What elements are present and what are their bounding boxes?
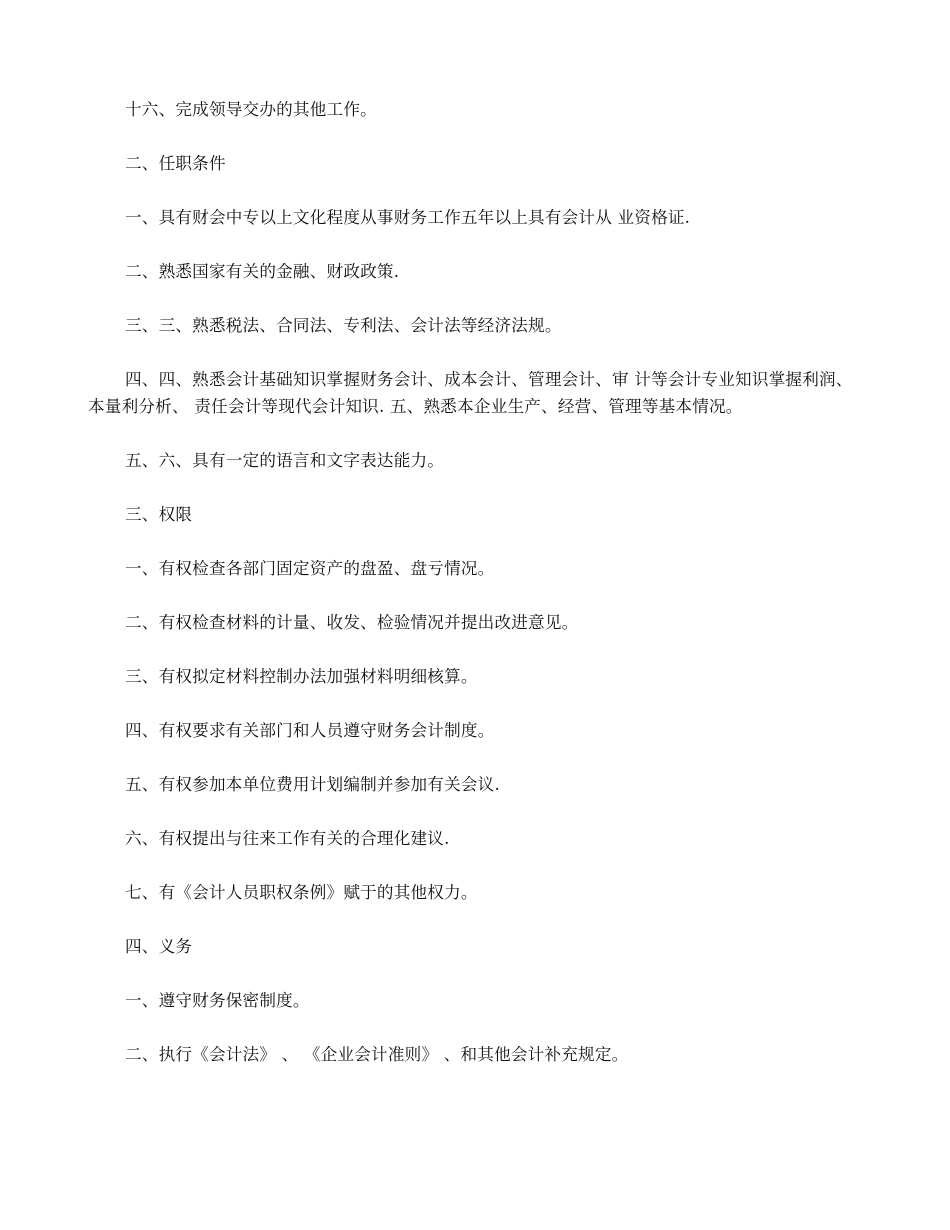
heading-obligations: 四、义务 — [125, 937, 193, 956]
paragraph-qualification-4: 四、四、熟悉会计基础知识掌握财务会计、成本会计、管理会计、审 计等会计专业知识掌握利润、 本量利分析、 责任会计等现代会计知识. 五、熟悉本企业生产、经营、管理等基本情况。 — [88, 370, 853, 416]
paragraph-qualification-1: 一、具有财会中专以上文化程度从事财务工作五年以上具有会计从 业资格证. — [125, 208, 691, 227]
paragraph-authority-2: 二、有权检查材料的计量、收发、检验情况并提出改进意见。 — [125, 613, 579, 632]
paragraph-qualification-3: 三、三、熟悉税法、合同法、专利法、会计法等经济法规。 — [125, 316, 562, 335]
paragraph-qualification-5: 五、六、具有一定的语言和文字表达能力。 — [125, 451, 445, 470]
paragraph-authority-5: 五、有权参加本单位费用计划编制并参加有关会议. — [125, 775, 500, 794]
paragraph-authority-6: 六、有权提出与往来工作有关的合理化建议. — [125, 829, 450, 848]
heading-qualifications: 二、任职条件 — [125, 154, 226, 173]
paragraph-authority-3: 三、有权拟定材料控制办法加强材料明细核算。 — [125, 667, 478, 686]
paragraph-authority-7: 七、有《会计人员职权条例》赋于的其他权力。 — [125, 883, 478, 902]
paragraph-task-16: 十六、完成领导交办的其他工作。 — [125, 100, 377, 119]
paragraph-obligation-2: 二、执行《会计法》 、 《企业会计准则》 、和其他会计补充规定。 — [125, 1045, 629, 1064]
paragraph-obligation-1: 一、遵守财务保密制度。 — [125, 991, 310, 1010]
paragraph-authority-4: 四、有权要求有关部门和人员遵守财务会计制度。 — [125, 721, 495, 740]
paragraph-authority-1: 一、有权检查各部门固定资产的盘盈、盘亏情况。 — [125, 559, 495, 578]
paragraph-qualification-2: 二、熟悉国家有关的金融、财政政策. — [125, 262, 400, 281]
heading-authority: 三、权限 — [125, 505, 193, 524]
